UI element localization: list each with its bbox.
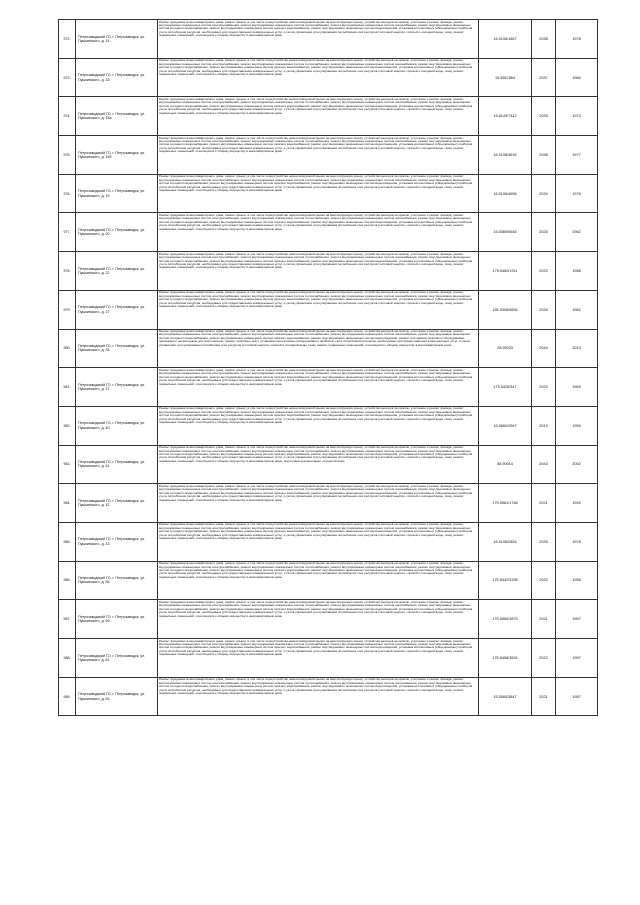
works-cell	[158, 213, 479, 252]
address-cell: Петрозаводский ГО, г. Петрозаводск, ул. Пушкинского, д. 63	[76, 677, 158, 716]
row-number: 982.	[59, 406, 76, 445]
row-number: 987.	[59, 600, 76, 639]
cadastral-value-cell: 175.5460/1911	[479, 252, 532, 291]
address-cell: Петрозаводский ГО, г. Петрозаводск, ул. Пушкинского, д. 55	[76, 561, 158, 600]
cadastral-value-cell: 15.5106/1867	[479, 20, 532, 59]
row-number: 983.	[59, 445, 76, 484]
row-number: 972.	[59, 20, 76, 59]
row-number: 989.	[59, 677, 76, 716]
build-year-cell: 1962	[556, 290, 598, 329]
works-cell	[158, 484, 479, 523]
address-cell: Петрозаводский ГО, г. Петрозаводск, ул. Пушкинского, д. 15б	[76, 136, 158, 175]
planned-year-cell: 2037	[532, 58, 556, 97]
cadastral-value-cell: 155.5308/6654	[479, 290, 532, 329]
build-year-cell: 1984	[556, 58, 598, 97]
works-text: Ремонт фундамента многоквартирного дома, ремонт крыши, в том числе переустройство невентилируемой крыши на вентилируемую крышу, устройство выходов на кровлю, утепление и ремонт фасада, ремонт внутридомовых инженерных систем электроснабжения, ремонт внутридомовых инженерных систем теплоснабжения, ремонт внутридомовых инженерных систем газоснабжения, ремонт внутридомовых инженерных систем холодного водоснабжения, ремонт внутридомовых инженерных систем горячего водоснабжения, ремонт внутридомовых инженерных систем водоотведения, установка коллективных (общедомовых) приборов учета потребления ресурсов, необходимых для предоставления коммунальных услуг, и узлов управления и регулирования потребления этих ресурсов (тепловой энергии, горячей и холодной воды, газа), ремонт подвальных помещений, относящихся к общему имуществу в многоквартирном доме	[159, 97, 473, 115]
build-year-cell: 1958	[556, 561, 598, 600]
planned-year-cell: 2025	[532, 213, 556, 252]
table-row	[59, 20, 598, 59]
address-cell: Петрозаводский ГО, г. Петрозаводск, ул. Пушкинского, д. 43	[76, 522, 158, 561]
build-year-cell: 1962	[556, 213, 598, 252]
works-text: Ремонт фундамента многоквартирного дома, ремонт крыши, в том числе переустройство невентилируемой крыши на вентилируемую крышу, устройство выходов на кровлю, утепление и ремонт фасада, ремонт внутридомовых инженерных систем электроснабжения, ремонт внутридомовых инженерных систем теплоснабжения, ремонт внутридомовых инженерных систем газоснабжения, ремонт внутридомовых инженерных систем холодного водоснабжения, ремонт внутридомовых инженерных систем горячего водоснабжения, ремонт внутридомовых инженерных систем водоотведения, установка коллективных (общедомовых) приборов учета потребления ресурсов, необходимых для предоставления коммунальных услуг, и узлов управления и регулирования потребления этих ресурсов (тепловой энергии, горячей и холодной воды, газа), ремонт подвальных помещений, относящихся к общему имуществу в многоквартирном доме	[159, 523, 473, 541]
row-number: 973.	[59, 58, 76, 97]
works-text: Ремонт фундамента многоквартирного дома, ремонт крыши, в том числе переустройство невентилируемой крыши на вентилируемую крышу, устройство выходов на кровлю, утепление и ремонт фасада, ремонт внутридомовых инженерных систем электроснабжения, ремонт внутридомовых инженерных систем теплоснабжения, ремонт внутридомовых инженерных систем газоснабжения, ремонт внутридомовых инженерных систем холодного водоснабжения, ремонт внутридомовых инженерных систем горячего водоснабжения, ремонт внутридомовых инженерных систем водоотведения, установка коллективных (общедомовых) приборов учета потребления ресурсов, необходимых для предоставления коммунальных услуг, и узлов управления и регулирования потребления этих ресурсов (тепловой энергии, горячей и холодной воды, газа), ремонт подвальных помещений, относящихся к общему имуществу в многоквартирном доме	[159, 639, 473, 657]
address-cell: Петрозаводский ГО, г. Петрозаводск, ул. Пушкинского, д. 37	[76, 368, 158, 407]
works-cell	[158, 174, 479, 213]
planned-year-cell: 2022	[532, 639, 556, 678]
build-year-cell: 1949	[556, 484, 598, 523]
table-row	[59, 58, 598, 97]
table-row	[59, 174, 598, 213]
row-number: 978.	[59, 252, 76, 291]
table-row	[59, 600, 598, 639]
works-text: Ремонт фундамента многоквартирного дома, ремонт крыши, в том числе переустройство невентилируемой крыши на вентилируемую крышу, устройство выходов на кровлю, утепление и ремонт фасада, ремонт внутридомовых инженерных систем электроснабжения, ремонт внутридомовых инженерных систем теплоснабжения, ремонт внутридомовых инженерных систем газоснабжения, ремонт внутридомовых инженерных систем холодного водоснабжения, ремонт внутридомовых инженерных систем горячего водоснабжения, ремонт внутридомовых инженерных систем водоотведения, установка коллективных (общедомовых) приборов учета потребления ресурсов, необходимых для предоставления коммунальных услуг, и узлов управления и регулирования потребления этих ресурсов (тепловой энергии, горячей и холодной воды, газа), ремонт подвальных помещений, относящихся к общему имуществу в многоквартирном доме	[159, 368, 473, 386]
row-number: 974.	[59, 97, 76, 136]
works-cell	[158, 136, 479, 175]
works-cell	[158, 58, 479, 97]
address-cell: Петрозаводский ГО, г. Петрозаводск, ул. Пушкинского, д. 35	[76, 329, 158, 368]
cadastral-value-cell: 175.5442/5339	[479, 561, 532, 600]
planned-year-cell: 2036	[532, 136, 556, 175]
works-cell	[158, 600, 479, 639]
row-number: 975.	[59, 136, 76, 175]
row-number: 986.	[59, 561, 76, 600]
works-cell	[158, 252, 479, 291]
works-text: Ремонт фундамента многоквартирного дома, ремонт крыши, в том числе переустройство невентилируемой крыши на вентилируемую крышу, устройство выходов на кровлю, утепление и ремонт фасада, ремонт внутридомовых инженерных систем электроснабжения, ремонт внутридомовых инженерных систем теплоснабжения, ремонт внутридомовых инженерных систем газоснабжения, ремонт внутридомовых инженерных систем холодного водоснабжения, ремонт внутридомовых инженерных систем горячего водоснабжения, ремонт внутридомовых инженерных систем водоотведения, установка коллективных (общедомовых) приборов учета потребления ресурсов, необходимых для предоставления коммунальных услуг, и узлов управления и регулирования потребления этих ресурсов (тепловой энергии, горячей и холодной воды, газа), ремонт подвальных помещений, относящихся к общему имуществу в многоквартирном доме, подготовка документации, осуществление	[159, 446, 473, 463]
table-body	[59, 20, 598, 716]
cadastral-value-cell: 28.95033	[479, 329, 532, 368]
address-cell: Петрозаводский ГО, г. Петрозаводск, ул. Пушкинского, д. 27	[76, 290, 158, 329]
cadastral-value-cell: 15.5108/3639	[479, 136, 532, 175]
table-row	[59, 136, 598, 175]
cadastral-value-cell: 15.5149/7412	[479, 97, 532, 136]
table-row	[59, 97, 598, 136]
table-row	[59, 213, 598, 252]
table-row	[59, 368, 598, 407]
table-row	[59, 484, 598, 523]
address-cell: Петрозаводский ГО, г. Петрозаводск, ул. Пушкинского, д. 40	[76, 406, 158, 445]
cadastral-value-cell: 175.5458/3524	[479, 639, 532, 678]
build-year-cell: 1977	[556, 136, 598, 175]
address-cell: Петрозаводский ГО, г. Петрозаводск, ул. Пушкинского, д. 20	[76, 213, 158, 252]
address-cell: Петрозаводский ГО, г. Петрозаводск, ул. Пушкинского, д. 15а	[76, 97, 158, 136]
planned-year-cell: 2038	[532, 20, 556, 59]
cadastral-value-cell: 15.5369/5546	[479, 213, 532, 252]
build-year-cell: 1973	[556, 97, 598, 136]
works-cell	[158, 20, 479, 59]
planned-year-cell: 2035	[532, 97, 556, 136]
address-cell: Петрозаводский ГО, г. Петрозаводск, ул. Пушкинского, д. 14	[76, 20, 158, 59]
build-year-cell: 1957	[556, 600, 598, 639]
works-text: Ремонт фундамента многоквартирного дома, ремонт крыши, в том числе переустройство невентилируемой крыши на вентилируемую крышу, устройство выходов на кровлю, утепление и ремонт фасада, ремонт внутридомовых инженерных систем электроснабжения, ремонт внутридомовых инженерных систем теплоснабжения, ремонт внутридомовых инженерных систем газоснабжения, ремонт внутридомовых инженерных систем холодного водоснабжения, ремонт внутридомовых инженерных систем горячего водоснабжения, ремонт внутридомовых инженерных систем водоотведения, установка коллективных (общедомовых) приборов учета потребления ресурсов, необходимых для предоставления коммунальных услуг, и узлов управления и регулирования потребления этих ресурсов (тепловой энергии, горячей и холодной воды, газа), ремонт подвальных помещений, относящихся к общему имуществу в многоквартирном доме	[159, 136, 473, 154]
works-text: Ремонт фундамента многоквартирного дома, ремонт крыши, в том числе переустройство невентилируемой крыши на вентилируемую крышу, устройство выходов на кровлю, утепление и ремонт фасада, ремонт внутридомовых инженерных систем электроснабжения, ремонт внутридомовых инженерных систем теплоснабжения, ремонт внутридомовых инженерных систем газоснабжения, ремонт внутридомовых инженерных систем холодного водоснабжения, ремонт внутридомовых инженерных систем горячего водоснабжения, ремонт внутридомовых инженерных систем водоотведения, ремонт или замена лифтового оборудования, признанного непригодным для эксплуатации, ремонт лифтовых шахт, установка коллективных (общедомовых) приборов учета потребления ресурсов, необходимых для предоставления коммунальных услуг, и узлов управления и регулирования потребления этих ресурсов (тепловой энергии, горячей и холодной воды, газа), ремонт подвальных помещений, относящихся к общему имуществу в многоквартирном доме	[159, 330, 471, 347]
cadastral-value-cell: 15.5560/3847	[479, 677, 532, 716]
build-year-cell: 1957	[556, 677, 598, 716]
repair-program-table	[58, 19, 598, 716]
works-text: Ремонт фундамента многоквартирного дома, ремонт крыши, в том числе переустройство невентилируемой крыши на вентилируемую крышу, устройство выходов на кровлю, утепление и ремонт фасада, ремонт внутридомовых инженерных систем электроснабжения, ремонт внутридомовых инженерных систем теплоснабжения, ремонт внутридомовых инженерных систем газоснабжения, ремонт внутридомовых инженерных систем холодного водоснабжения, ремонт внутридомовых инженерных систем горячего водоснабжения, ремонт внутридомовых инженерных систем водоотведения, установка коллективных (общедомовых) приборов учета потребления ресурсов, необходимых для предоставления коммунальных услуг, и узлов управления и регулирования потребления этих ресурсов (тепловой энергии, горячей и холодной воды, газа), ремонт подвальных помещений, относящихся к общему имуществу в многоквартирном доме	[159, 59, 473, 76]
cadastral-value-cell: 58.90014	[479, 445, 532, 484]
planned-year-cell: 2026	[532, 290, 556, 329]
table-row	[59, 445, 598, 484]
table-row	[59, 522, 598, 561]
build-year-cell: 1978	[556, 20, 598, 59]
planned-year-cell: 2021	[532, 677, 556, 716]
works-cell	[158, 677, 479, 716]
row-number: 977.	[59, 213, 76, 252]
works-text: Ремонт фундамента многоквартирного дома, ремонт крыши, в том числе переустройство невентилируемой крыши на вентилируемую крышу, устройство выходов на кровлю, утепление и ремонт фасада, ремонт внутридомовых инженерных систем электроснабжения, ремонт внутридомовых инженерных систем теплоснабжения, ремонт внутридомовых инженерных систем газоснабжения, ремонт внутридомовых инженерных систем холодного водоснабжения, ремонт внутридомовых инженерных систем горячего водоснабжения, ремонт внутридомовых инженерных систем водоотведения, установка коллективных (общедомовых) приборов учета потребления ресурсов, необходимых для предоставления коммунальных услуг, и узлов управления и регулирования потребления этих ресурсов (тепловой энергии, горячей и холодной воды, газа), ремонт подвальных помещений, относящихся к общему имуществу в многоквартирном доме	[159, 20, 473, 38]
row-number: 980.	[59, 329, 76, 368]
table-row	[59, 252, 598, 291]
planned-year-cell: 2034	[532, 174, 556, 213]
address-cell: Петрозаводский ГО, г. Петрозаводск, ул. Пушкинского, д. 22	[76, 252, 158, 291]
planned-year-cell: 2035	[532, 522, 556, 561]
works-text: Ремонт фундамента многоквартирного дома, ремонт крыши, в том числе переустройство невентилируемой крыши на вентилируемую крышу, устройство выходов на кровлю, утепление и ремонт фасада, ремонт внутридомовых инженерных систем электроснабжения, ремонт внутридомовых инженерных систем теплоснабжения, ремонт внутридомовых инженерных систем газоснабжения, ремонт внутридомовых инженерных систем холодного водоснабжения, ремонт внутридомовых инженерных систем горячего водоснабжения, ремонт внутридомовых инженерных систем водоотведения, установка коллективных (общедомовых) приборов учета потребления ресурсов, необходимых для предоставления коммунальных услуг, и узлов управления и регулирования потребления этих ресурсов (тепловой энергии, горячей и холодной воды, газа), ремонт подвальных помещений, относящихся к общему имуществу в многоквартирном доме	[159, 678, 473, 695]
works-text: Ремонт фундамента многоквартирного дома, ремонт крыши, в том числе переустройство невентилируемой крыши на вентилируемую крышу, устройство выходов на кровлю, утепление и ремонт фасада, ремонт внутридомовых инженерных систем электроснабжения, ремонт внутридомовых инженерных систем теплоснабжения, ремонт внутридомовых инженерных систем газоснабжения, ремонт внутридомовых инженерных систем холодного водоснабжения, ремонт внутридомовых инженерных систем горячего водоснабжения, ремонт внутридомовых инженерных систем водоотведения, установка коллективных (общедомовых) приборов учета потребления ресурсов, необходимых для предоставления коммунальных услуг, и узлов управления и регулирования потребления этих ресурсов (тепловой энергии, горячей и холодной воды, газа), ремонт подвальных помещений, относящихся к общему имуществу в многоквартирном доме	[159, 291, 473, 309]
row-number: 988.	[59, 639, 76, 678]
works-cell	[158, 522, 479, 561]
build-year-cell: 2013	[556, 329, 598, 368]
table-row	[59, 406, 598, 445]
table-row	[59, 329, 598, 368]
table-row	[59, 561, 598, 600]
works-text: Ремонт фундамента многоквартирного дома, ремонт крыши, в том числе переустройство невентилируемой крыши на вентилируемую крышу, устройство выходов на кровлю, утепление и ремонт фасада, ремонт внутридомовых инженерных систем электроснабжения, ремонт внутридомовых инженерных систем теплоснабжения, ремонт внутридомовых инженерных систем газоснабжения, ремонт внутридомовых инженерных систем холодного водоснабжения, ремонт внутридомовых инженерных систем горячего водоснабжения, ремонт внутридомовых инженерных систем водоотведения, установка коллективных (общедомовых) приборов учета потребления ресурсов, необходимых для предоставления коммунальных услуг, и узлов управления и регулирования потребления этих ресурсов (тепловой энергии, горячей и холодной воды, газа), ремонт подвальных помещений, относящихся к общему имуществу в многоквартирном доме	[159, 252, 473, 270]
row-number: 984.	[59, 484, 76, 523]
table-row	[59, 677, 598, 716]
cadastral-value-cell: 15.5106/2854	[479, 522, 532, 561]
works-cell	[158, 561, 479, 600]
row-number: 976.	[59, 174, 76, 213]
planned-year-cell: 2021	[532, 600, 556, 639]
works-text: Ремонт фундамента многоквартирного дома, ремонт крыши, в том числе переустройство невентилируемой крыши на вентилируемую крышу, устройство выходов на кровлю, утепление и ремонт фасада, ремонт внутридомовых инженерных систем электроснабжения, ремонт внутридомовых инженерных систем теплоснабжения, ремонт внутридомовых инженерных систем газоснабжения, ремонт внутридомовых инженерных систем холодного водоснабжения, ремонт внутридомовых инженерных систем горячего водоснабжения, ремонт внутридомовых инженерных систем водоотведения, установка коллективных (общедомовых) приборов учета потребления ресурсов, необходимых для предоставления коммунальных услуг, и узлов управления и регулирования потребления этих ресурсов (тепловой энергии, горячей и холодной воды, газа), ремонт подвальных помещений, относящихся к общему имуществу в многоквартирном доме	[159, 600, 473, 618]
planned-year-cell: 2043	[532, 445, 556, 484]
works-text: Ремонт фундамента многоквартирного дома, ремонт крыши, в том числе переустройство невентилируемой крыши на вентилируемую крышу, устройство выходов на кровлю, утепление и ремонт фасада, ремонт внутридомовых инженерных систем электроснабжения, ремонт внутридомовых инженерных систем теплоснабжения, ремонт внутридомовых инженерных систем газоснабжения, ремонт внутридомовых инженерных систем холодного водоснабжения, ремонт внутридомовых инженерных систем горячего водоснабжения, ремонт внутридомовых инженерных систем водоотведения, установка коллективных (общедомовых) приборов учета потребления ресурсов, необходимых для предоставления коммунальных услуг, и узлов управления и регулирования потребления этих ресурсов (тепловой энергии, горячей и холодной воды, газа), ремонт подвальных помещений, относящихся к общему имуществу в многоквартирном доме	[159, 213, 473, 231]
cadastral-value-cell: 15.5106/4656	[479, 174, 532, 213]
address-cell: Петрозаводский ГО, г. Петрозаводск, ул. Пушкинского, д. 19	[76, 174, 158, 213]
works-cell	[158, 406, 479, 445]
works-cell	[158, 97, 479, 136]
address-cell: Петрозаводский ГО, г. Петрозаводск, ул. Пушкинского, д. 42	[76, 484, 158, 523]
address-cell: Петрозаводский ГО, г. Петрозаводск, ул. Пушкинского, д. 41	[76, 445, 158, 484]
works-text: Ремонт фундамента многоквартирного дома, ремонт крыши, в том числе переустройство невентилируемой крыши на вентилируемую крышу, устройство выходов на кровлю, утепление и ремонт фасада, ремонт внутридомовых инженерных систем электроснабжения, ремонт внутридомовых инженерных систем теплоснабжения, ремонт внутридомовых инженерных систем газоснабжения, ремонт внутридомовых инженерных систем холодного водоснабжения, ремонт внутридомовых инженерных систем горячего водоснабжения, ремонт внутридомовых инженерных систем водоотведения, установка коллективных (общедомовых) приборов учета потребления ресурсов, необходимых для предоставления коммунальных услуг, и узлов управления и регулирования потребления этих ресурсов (тепловой энергии, горячей и холодной воды, газа), ремонт подвальных помещений, относящихся к общему имуществу в многоквартирном доме	[159, 175, 473, 193]
works-cell	[158, 329, 479, 368]
works-cell	[158, 639, 479, 678]
table-row	[59, 639, 598, 678]
build-year-cell: 1957	[556, 639, 598, 678]
cadastral-value-cell: 175.5561/1748	[479, 484, 532, 523]
build-year-cell: 1969	[556, 368, 598, 407]
cadastral-value-cell: 15.5567864	[479, 58, 532, 97]
row-number: 981.	[59, 368, 76, 407]
table-row	[59, 290, 598, 329]
works-cell	[158, 290, 479, 329]
cadastral-value-cell: 175.5560/3879	[479, 600, 532, 639]
row-number: 979.	[59, 290, 76, 329]
cadastral-value-cell: 15.5660/2567	[479, 406, 532, 445]
build-year-cell: 1976	[556, 174, 598, 213]
planned-year-cell: 2021	[532, 484, 556, 523]
build-year-cell: 1968	[556, 252, 598, 291]
planned-year-cell: 2020	[532, 561, 556, 600]
build-year-cell: 1978	[556, 522, 598, 561]
build-year-cell: 1959	[556, 406, 598, 445]
planned-year-cell: 2044	[532, 329, 556, 368]
planned-year-cell: 2019	[532, 406, 556, 445]
works-cell	[158, 445, 479, 484]
cadastral-value-cell: 175.5426/347	[479, 368, 532, 407]
address-cell: Петрозаводский ГО, г. Петрозаводск, ул. Пушкинского, д. 61	[76, 639, 158, 678]
planned-year-cell: 2022	[532, 252, 556, 291]
planned-year-cell: 2023	[532, 368, 556, 407]
works-cell	[158, 368, 479, 407]
works-text: Ремонт фундамента многоквартирного дома, ремонт крыши, в том числе переустройство невентилируемой крыши на вентилируемую крышу, устройство выходов на кровлю, утепление и ремонт фасада, ремонт внутридомовых инженерных систем электроснабжения, ремонт внутридомовых инженерных систем теплоснабжения, ремонт внутридомовых инженерных систем газоснабжения, ремонт внутридомовых инженерных систем холодного водоснабжения, ремонт внутридомовых инженерных систем горячего водоснабжения, ремонт внутридомовых инженерных систем водоотведения, установка коллективных (общедомовых) приборов учета потребления ресурсов, необходимых для предоставления коммунальных услуг, и узлов управления и регулирования потребления этих ресурсов (тепловой энергии, горячей и холодной воды, газа), ремонт подвальных помещений, относящихся к общему имуществу в многоквартирном доме	[159, 484, 473, 502]
works-text: Ремонт фундамента многоквартирного дома, ремонт крыши, в том числе переустройство невентилируемой крыши на вентилируемую крышу, устройство выходов на кровлю, утепление и ремонт фасада, ремонт внутридомовых инженерных систем электроснабжения, ремонт внутридомовых инженерных систем теплоснабжения, ремонт внутридомовых инженерных систем газоснабжения, ремонт внутридомовых инженерных систем холодного водоснабжения, ремонт внутридомовых инженерных систем горячего водоснабжения, ремонт внутридомовых инженерных систем водоотведения, установка коллективных (общедомовых) приборов учета потребления ресурсов, необходимых для предоставления коммунальных услуг, и узлов управления и регулирования потребления этих ресурсов (тепловой энергии, горячей и холодной воды, газа), ремонт подвальных помещений, относящихся к общему имуществу в многоквартирном доме	[159, 407, 473, 425]
row-number: 985.	[59, 522, 76, 561]
works-text: Ремонт фундамента многоквартирного дома, ремонт крыши, в том числе переустройство невентилируемой крыши на вентилируемую крышу, устройство выходов на кровлю, утепление и ремонт фасада, ремонт внутридомовых инженерных систем электроснабжения, ремонт внутридомовых инженерных систем теплоснабжения, ремонт внутридомовых инженерных систем газоснабжения, ремонт внутридомовых инженерных систем холодного водоснабжения, ремонт внутридомовых инженерных систем горячего водоснабжения, ремонт внутридомовых инженерных систем водоотведения, установка коллективных (общедомовых) приборов учета потребления ресурсов, необходимых для предоставления коммунальных услуг, и узлов управления и регулирования потребления этих ресурсов (тепловой энергии, горячей и холодной воды, газа), ремонт подвальных помещений, относящихся к общему имуществу в многоквартирном доме	[159, 562, 473, 579]
address-cell: Петрозаводский ГО, г. Петрозаводск, ул. Пушкинского, д. 59	[76, 600, 158, 639]
build-year-cell: 2002	[556, 445, 598, 484]
address-cell: Петрозаводский ГО, г. Петрозаводск, ул. Пушкинского, д. 15	[76, 58, 158, 97]
